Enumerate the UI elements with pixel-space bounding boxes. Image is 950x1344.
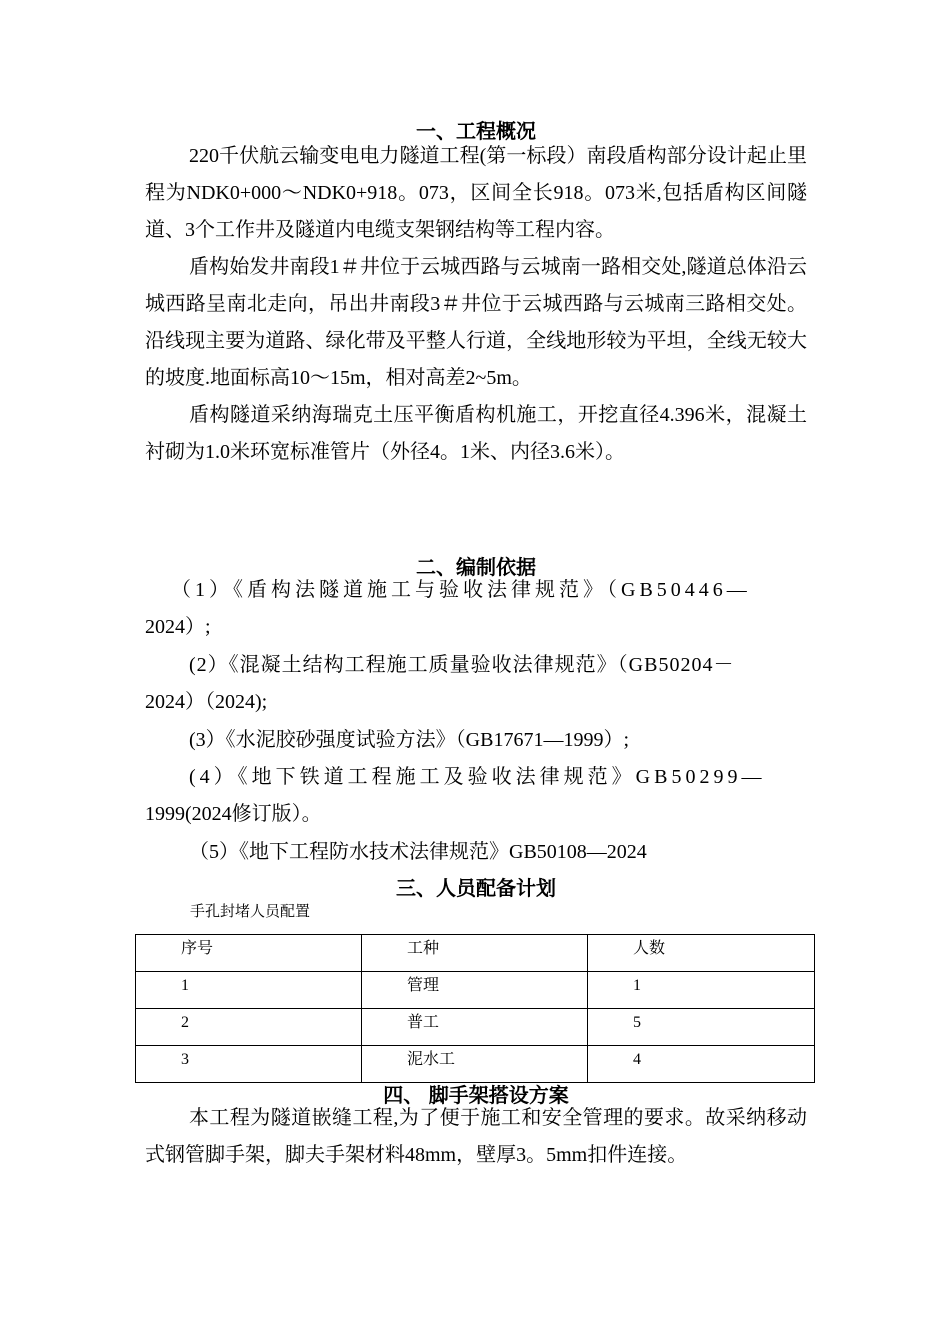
- table-cell: 2: [136, 1009, 362, 1046]
- section-1-heading: 一、工程概况: [416, 121, 536, 143]
- reference-2-line-1: (2）《混凝土结构工程施工质量验收法律规范》（GB50204－: [189, 654, 735, 676]
- table-row: [136, 1009, 815, 1046]
- table-cell: 4: [588, 1046, 815, 1083]
- reference-4-line-2: 1999(2024修订版）。: [145, 803, 322, 825]
- reference-item-3: [145, 722, 807, 759]
- staffing-table: [135, 934, 815, 1083]
- section-1-body: [145, 138, 807, 471]
- table-cell: 普工: [362, 1009, 588, 1046]
- table-cell: 泥水工: [362, 1046, 588, 1083]
- table-cell: 5: [588, 1009, 815, 1046]
- reference-5-line-1: （5）《地下工程防水技术法律规范》GB50108—2024: [189, 841, 647, 863]
- paragraph-project-overview: 220千伏航云输变电电力隧道工程(第一标段）南段盾构部分设计起止里程为NDK0+000～NDK0+918。073，区间全长918。073米,包括盾构区间隧道、3个工作井及隧道内电缆支架钢结构等工程内容。: [145, 145, 807, 241]
- reference-3-line-1: (3）《水泥胶砂强度试验方法》（GB17671—1999）;: [189, 729, 629, 751]
- table-cell: 1: [136, 972, 362, 1009]
- header-cell-number: 序号: [136, 935, 362, 972]
- reference-1-line-2: 2024）;: [145, 616, 211, 638]
- section-2-heading: 二、编制依据: [416, 557, 536, 579]
- table-cell: 管理: [362, 972, 588, 1009]
- table-header-row: [136, 935, 815, 972]
- reference-item-4: [145, 759, 807, 833]
- header-cell-count: 人数: [588, 935, 815, 972]
- paragraph-scaffolding: 本工程为隧道嵌缝工程,为了便于施工和安全管理的要求。故采纳移动式钢管脚手架，脚夫手架材料48mm，壁厚3。5mm扣件连接。: [145, 1107, 807, 1166]
- table-row: [136, 1046, 815, 1083]
- section-4-body: [145, 1100, 807, 1174]
- paragraph-tbm: 盾构隧道采纳海瑞克土压平衡盾构机施工，开挖直径4.396米，混凝土衬砌为1.0米环宽标准管片（外径4。1米、内径3.6米）。: [145, 404, 807, 463]
- table-cell: 3: [136, 1046, 362, 1083]
- reference-item-1: [145, 572, 807, 646]
- table-caption: 手孔封堵人员配置: [190, 903, 311, 920]
- table-row: [136, 972, 815, 1009]
- section-4-heading: 四、 脚手架搭设方案: [383, 1085, 569, 1107]
- table-cell: 1: [588, 972, 815, 1009]
- reference-1-line-1: （1）《盾构法隧道施工与验收法律规范》（GB50446—: [171, 579, 751, 601]
- paragraph-route: 盾构始发井南段1＃井位于云城西路与云城南一路相交处,隧道总体沿云城西路呈南北走向，吊出井南段3＃井位于云城西路与云城南三路相交处。沿线现主要为道路、绿化带及平整人行道，全线地形较为平坦，全线无较大的坡度.地面标高10～15m，相对高差2~5m。: [145, 256, 807, 389]
- reference-4-line-1: (4）《地下铁道工程施工及验收法律规范》GB50299—: [189, 766, 766, 788]
- reference-2-line-2: 2024）（2024);: [145, 691, 268, 713]
- reference-item-2: [145, 647, 807, 721]
- section-3-heading: 三、人员配备计划: [396, 878, 556, 900]
- header-cell-trade: 工种: [362, 935, 588, 972]
- reference-item-5: [145, 834, 807, 871]
